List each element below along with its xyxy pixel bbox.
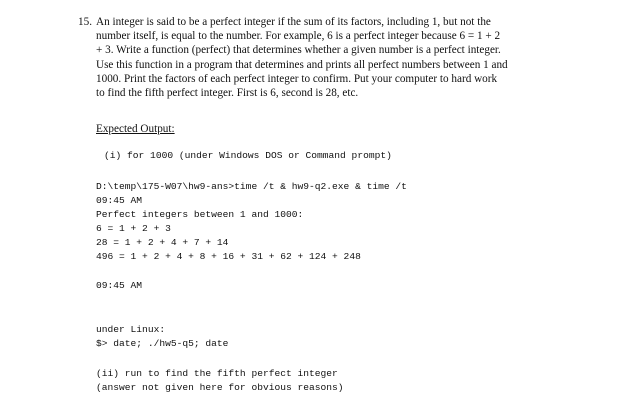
end-time: 09:45 AM bbox=[96, 280, 143, 291]
part-ii-label: (ii) run to find the fifth perfect integer bbox=[96, 368, 338, 379]
linux-command: $> date; ./hw5-q5; date bbox=[96, 338, 229, 349]
problem-text bbox=[96, 15, 576, 100]
problem-line: number itself, is equal to the number. For example, 6 is a perfect integer because 6 = 1 + 2 bbox=[96, 30, 501, 43]
part-ii-note: (answer not given here for obvious reasons) bbox=[96, 382, 344, 393]
start-time: 09:45 AM bbox=[96, 195, 143, 206]
problem-number: 15. bbox=[78, 16, 92, 28]
problem-line: to find the fifth perfect integer. First is 6, second is 28, etc. bbox=[96, 87, 359, 100]
result-line: 496 = 1 + 2 + 4 + 8 + 16 + 31 + 62 + 124 + 248 bbox=[96, 251, 361, 262]
perfect-integers-heading: Perfect integers between 1 and 1000: bbox=[96, 209, 304, 220]
problem-line: An integer is said to be a perfect integer if the sum of its factors, including 1, but not the bbox=[96, 16, 491, 28]
problem-line: Use this function in a program that determines and prints all perfect numbers between 1 and bbox=[96, 58, 508, 71]
problem-line: + 3. Write a function (perfect) that determines whether a given number is a perfect integer. bbox=[96, 44, 501, 57]
part-i-label: (i) for 1000 (under Windows DOS or Command prompt) bbox=[104, 150, 392, 161]
result-line: 6 = 1 + 2 + 3 bbox=[96, 223, 171, 234]
expected-output-heading: Expected Output: bbox=[96, 123, 175, 135]
linux-label: under Linux: bbox=[96, 324, 166, 335]
problem-line: 1000. Print the factors of each perfect integer to confirm. Put your computer to hard work bbox=[96, 72, 498, 85]
result-line: 28 = 1 + 2 + 4 + 7 + 14 bbox=[96, 237, 229, 248]
windows-command: D:\temp\175-W07\hw9-ans>time /t & hw9-q2.exe & time /t bbox=[96, 181, 407, 192]
